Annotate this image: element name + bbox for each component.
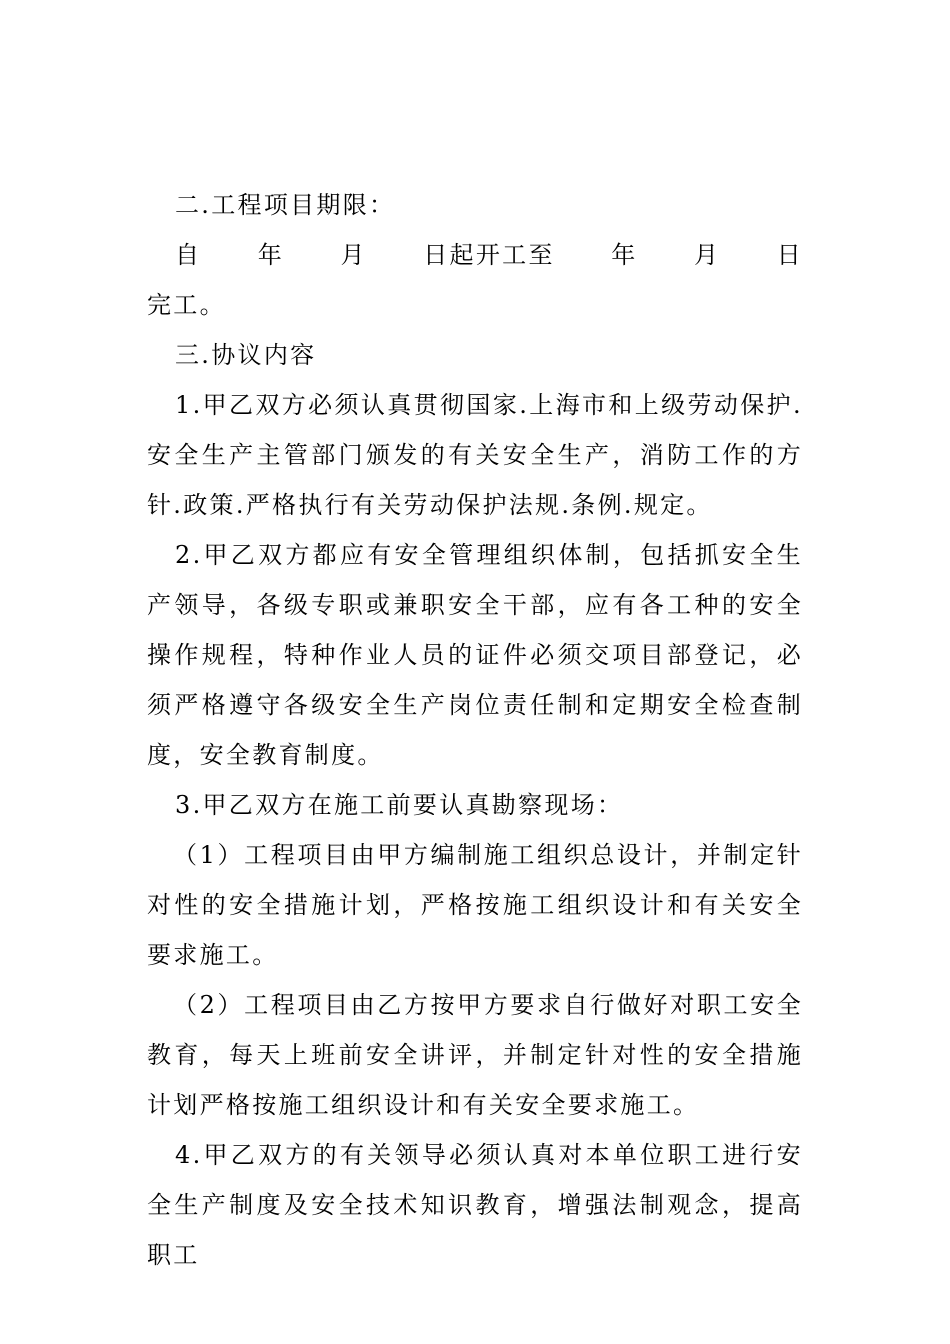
date-part-start-day: 日起开工至 <box>423 241 555 269</box>
document-body <box>147 180 803 1280</box>
clause-4: 4.甲乙双方的有关领导必须认真对本单位职工进行安全生产制度及安全技术知识教育，增强法制观念，提高职工 <box>147 1141 803 1269</box>
clause-1: 1.甲乙双方必须认真贯彻国家.上海市和上级劳动保护.安全生产主管部门颁发的有关安全生产，消防工作的方针.政策.严格执行有关劳动保护法规.条例.规定。 <box>147 391 803 519</box>
date-part-end-month: 月 <box>693 241 721 269</box>
section-2-title: 二.工程项目期限： <box>175 191 396 219</box>
date-part-end-day: 日 <box>776 241 803 269</box>
clause-3: 3.甲乙双方在施工前要认真勘察现场： <box>175 791 624 819</box>
date-part-start-month: 月 <box>340 241 367 269</box>
date-part-end-year: 年 <box>611 241 638 269</box>
project-period-end: 完工。 <box>147 291 226 319</box>
project-period-line <box>147 230 803 280</box>
date-part-from: 自 <box>175 241 202 269</box>
clause-3-item-2: （2）工程项目由乙方按甲方要求自行做好对职工安全教育，每天上班前安全讲评，并制定针对性的安全措施计划严格按施工组织设计和有关安全要求施工。 <box>147 991 803 1119</box>
clause-3-item-1: （1）工程项目由甲方编制施工组织总设计，并制定针对性的安全措施计划，严格按施工组织设计和有关安全要求施工。 <box>147 841 803 969</box>
section-3-title: 三.协议内容 <box>175 341 317 369</box>
date-part-start-year: 年 <box>257 241 285 269</box>
clause-2: 2.甲乙双方都应有安全管理组织体制，包括抓安全生产领导，各级专职或兼职安全干部，应有各工种的安全操作规程，特种作业人员的证件必须交项目部登记，必须严格遵守各级安全生产岗位责任制和定期安全检查制度，安全教育制度。 <box>147 541 803 769</box>
